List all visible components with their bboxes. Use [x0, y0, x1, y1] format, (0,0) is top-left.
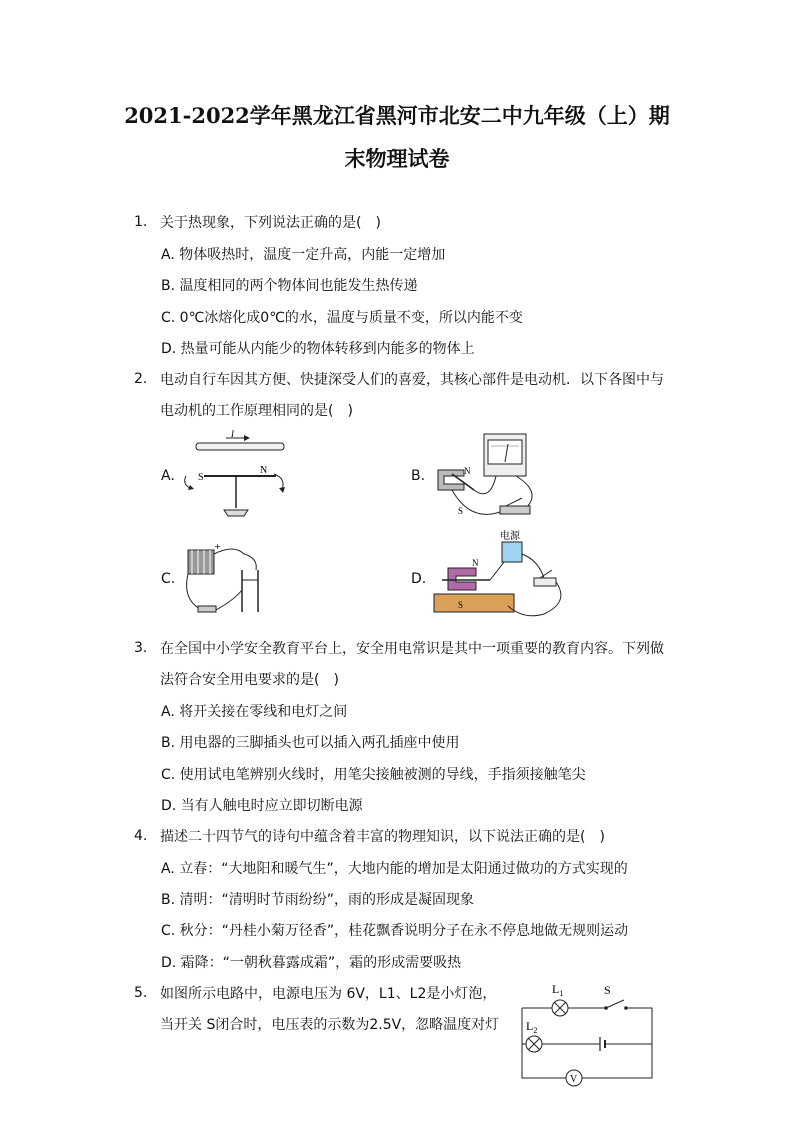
needle-n-label: N	[260, 465, 268, 476]
question-1-option-a: A. 物体吸热时，温度一定升高，内能一定增加	[161, 247, 446, 263]
power-source-label: 电源	[500, 531, 520, 542]
question-4-option-a: A. 立春：“大地阳和暖气生”，大地内能的增加是太阳通过做功的方式实现的	[161, 861, 628, 877]
figure-b-label: B.	[411, 468, 426, 484]
question-3-option-b: B. 用电器的三脚插头也可以插入两孔插座中使用	[161, 735, 460, 751]
question-3-stem-line2: 法符合安全用电要求的是( )	[160, 672, 339, 688]
question-4-option-d: D. 霜降：“一朝秋暮露成霜”，霜的形成需要吸热	[161, 955, 462, 971]
figure-c-label: C.	[161, 571, 176, 587]
magnet-d-s-label: S	[458, 600, 464, 610]
question-4-stem: 描述二十四节气的诗句中蕴含着丰富的物理知识，以下说法正确的是( )	[160, 829, 605, 845]
question-4-option-c: C. 秋分：“丹桂小菊万径香”，桂花飘香说明分子在永不停息地做无规则运动	[161, 923, 629, 939]
question-2-stem-line1: 电动自行车因其方便、快捷深受人们的喜爱，其核心部件是电动机．以下各图中与	[160, 372, 664, 388]
switch-label: S	[604, 983, 611, 997]
figure-d-label: D.	[411, 571, 427, 587]
question-3-option-a: A. 将开关接在零线和电灯之间	[161, 704, 348, 720]
question-2-number: 2.	[134, 371, 148, 387]
question-5-stem-line2: 当开关 S闭合时，电压表的示数为2.5V，忽略温度对灯	[160, 1017, 500, 1033]
question-3-option-d: D. 当有人触电时应立即切断电源	[161, 798, 363, 814]
figure-b-induction-diagram	[430, 432, 550, 524]
question-3-number: 3.	[134, 640, 148, 656]
figure-a-label: A.	[161, 468, 175, 484]
lamp2-label: $L_2$	[526, 1019, 538, 1035]
current-label: I	[231, 429, 234, 439]
question-2-stem-line2: 电动机的工作原理相同的是( )	[160, 403, 353, 419]
question-5-number: 5.	[134, 985, 148, 1001]
question-1-option-b: B. 温度相同的两个物体间也能发生热传递	[161, 278, 418, 294]
question-4-option-b: B. 清明：“清明时节雨纷纷”，雨的形成是凝固现象	[161, 892, 475, 908]
paper-title-line2: 末物理试卷	[344, 146, 450, 171]
paper-title-line1: 2021-2022学年黑龙江省黑河市北安二中九年级（上）期	[124, 103, 670, 128]
question-5-circuit-diagram	[508, 980, 658, 1090]
magnet-s-label: S	[458, 506, 464, 516]
question-1-number: 1.	[134, 214, 148, 230]
question-3-option-c: C. 使用试电笔辨别火线时，用笔尖接触被测的导线，手指须接触笔尖	[161, 767, 586, 783]
lamp1-label: $L_1$	[552, 982, 564, 998]
question-3-stem-line1: 在全国中小学安全教育平台上，安全用电常识是其中一项重要的教育内容。下列做	[160, 641, 664, 657]
magnet-n-label: N	[464, 466, 471, 476]
question-5-stem-line1: 如图所示电路中，电源电压为 6V，L1、L2是小灯泡，	[160, 986, 497, 1002]
figure-c-circuit-diagram	[178, 540, 274, 618]
question-4-number: 4.	[134, 828, 148, 844]
question-1-option-c: C. 0℃冰熔化成0℃的水，温度与质量不变，所以内能不变	[161, 310, 523, 326]
svg-text:+: +	[214, 542, 221, 551]
figure-a-oersted-diagram	[176, 430, 296, 522]
figure-d-motor-diagram	[434, 530, 574, 620]
needle-s-label: S	[198, 472, 204, 483]
voltmeter-label: V	[570, 1074, 578, 1085]
question-1-stem: 关于热现象，下列说法正确的是( )	[160, 215, 381, 231]
question-1-option-d: D. 热量可能从内能少的物体转移到内能多的物体上	[161, 341, 475, 357]
magnet-d-n-label: N	[472, 558, 479, 568]
